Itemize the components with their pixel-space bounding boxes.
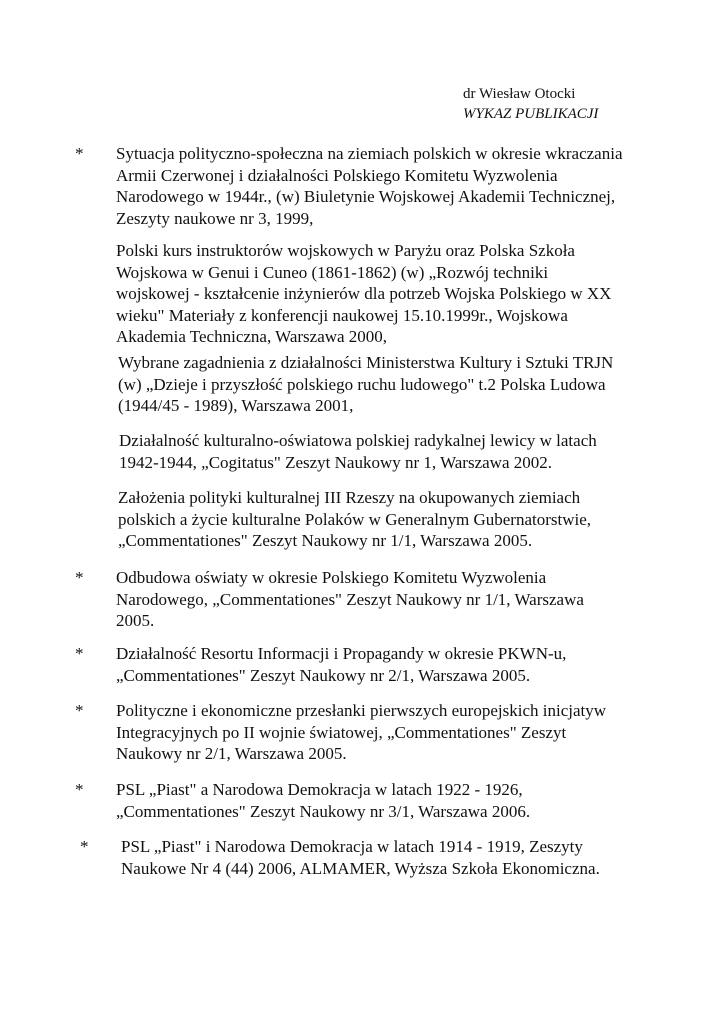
bullet-marker: * (75, 144, 84, 163)
publication-entry (116, 240, 696, 348)
bullet-marker: * (75, 644, 84, 663)
publication-entry (118, 352, 698, 417)
publication-entry (75, 567, 696, 632)
publication-text: Wybrane zagadnienia z działalności Ministerstwa Kultury i Sztuki TRJN (w) „Dzieje i przyszłość polskiego ruchu ludowego" t.2 Polska Ludowa (1944/45 - 1989), Warszawa 2001, (118, 353, 614, 415)
publication-entry (75, 643, 696, 686)
publication-entry (75, 779, 696, 822)
publication-text: Polski kurs instruktorów wojskowych w Paryżu oraz Polska Szkoła Wojskowa w Genui i Cuneo (1861-1862) (w) „Rozwój techniki wojskowej - kształcenie inżynierów dla potrzeb Wojska Polskiego w XX wieku" Materiały z konferencji naukowej 15.10.1999r., Wojskowa Akademia Techniczna, Warszawa 2000, (116, 241, 612, 346)
publication-entry (119, 430, 699, 473)
publication-entry (75, 143, 696, 229)
publication-text: PSL „Piast" i Narodowa Demokracja w latach 1914 - 1919, Zeszyty Naukowe Nr 4 (44) 2006, ALMAMER, Wyższa Szkoła Ekonomiczna. (121, 837, 600, 878)
document-subtitle: WYKAZ PUBLIKACJI (463, 106, 599, 122)
bullet-marker: * (75, 568, 84, 587)
publication-entry (118, 487, 698, 552)
publication-entry (80, 836, 701, 879)
author-name: dr Wiesław Otocki (463, 86, 576, 102)
bullet-marker: * (75, 701, 84, 720)
publication-text: Polityczne i ekonomiczne przesłanki pierwszych europejskich inicjatyw Integracyjnych po II wojnie światowej, „Commentationes" Zeszyt Naukowy nr 2/1, Warszawa 2005. (116, 701, 607, 763)
document-header (463, 84, 598, 124)
bullet-marker: * (80, 837, 89, 856)
publication-text: Działalność Resortu Informacji i Propagandy w okresie PKWN-u, „Commentationes" Zeszyt Naukowy nr 2/1, Warszawa 2005. (116, 644, 567, 685)
publication-text: Odbudowa oświaty w okresie Polskiego Komitetu Wyzwolenia Narodowego, „Commentationes" Zeszyt Naukowy nr 1/1, Warszawa 2005. (116, 568, 584, 630)
publication-entry (75, 700, 696, 765)
publication-text: Działalność kulturalno-oświatowa polskiej radykalnej lewicy w latach 1942-1944, „Cogitatus" Zeszyt Naukowy nr 1, Warszawa 2002. (119, 431, 597, 472)
publication-text: Sytuacja polityczno-społeczna na ziemiach polskich w okresie wkraczania Armii Czerwonej i działalności Polskiego Komitetu Wyzwolenia Narodowego w 1944r., (w) Biuletynie Wojskowej Akademii Technicznej, Zeszyty naukowe nr 3, 1999, (116, 144, 623, 228)
publication-text: PSL „Piast" a Narodowa Demokracja w latach 1922 - 1926, „Commentationes" Zeszyt Naukowy nr 3/1, Warszawa 2006. (116, 780, 531, 821)
publication-text: Założenia polityki kulturalnej III Rzeszy na okupowanych ziemiach polskich a życie kulturalne Polaków w Generalnym Gubernatorstwie, „Commentationes" Zeszyt Naukowy nr 1/1, Warszawa 2005. (118, 488, 592, 550)
bullet-marker: * (75, 780, 84, 799)
